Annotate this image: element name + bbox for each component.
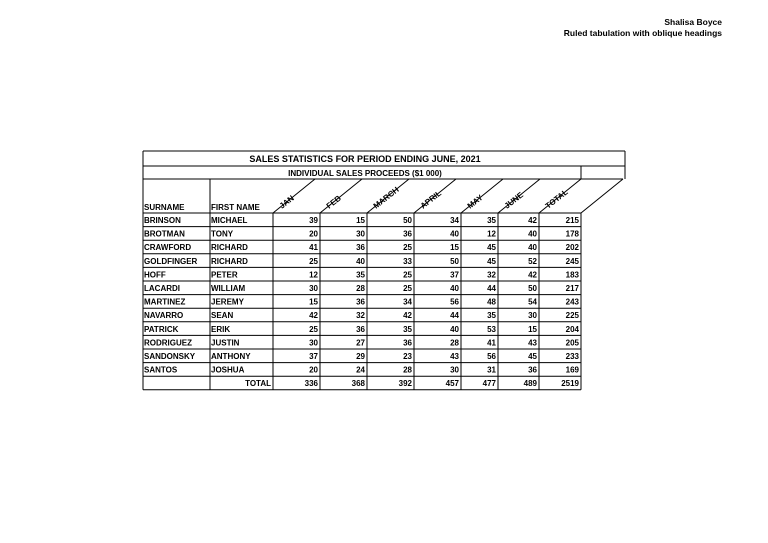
value-cell: 215	[565, 216, 579, 225]
value-cell: 204	[565, 324, 579, 334]
value-cell: 45	[487, 256, 496, 266]
firstname-cell: PETER	[211, 270, 238, 280]
value-cell: 42	[309, 311, 318, 321]
total-cell: 392	[398, 379, 412, 389]
month-header: JUNE	[502, 190, 526, 211]
surname-cell: CRAWFORD	[144, 243, 192, 253]
value-cell: 35	[487, 311, 496, 321]
value-cell: 24	[356, 365, 365, 375]
total-label: TOTAL	[245, 379, 271, 389]
value-cell: 29	[356, 352, 365, 361]
value-cell: 41	[487, 338, 496, 348]
value-cell: 50	[528, 284, 537, 293]
value-cell: 36	[356, 324, 365, 334]
author-name: Shalisa Boyce	[664, 17, 722, 27]
value-cell: 45	[528, 352, 537, 361]
value-cell: 36	[356, 243, 365, 253]
table-subtitle: INDIVIDUAL SALES PROCEEDS ($1 000)	[288, 169, 442, 178]
value-cell: 30	[528, 311, 537, 321]
firstname-header: FIRST NAME	[211, 203, 260, 212]
surname-cell: GOLDFINGER	[144, 256, 198, 266]
value-cell: 35	[487, 216, 496, 225]
value-cell: 233	[565, 352, 579, 361]
value-cell: 28	[356, 284, 365, 293]
value-cell: 40	[450, 284, 459, 293]
value-cell: 217	[565, 284, 579, 293]
month-header: FEB	[324, 193, 343, 211]
value-cell: 40	[356, 256, 365, 266]
month-header: MARCH	[371, 185, 401, 211]
value-cell: 35	[403, 324, 412, 334]
value-cell: 178	[565, 229, 579, 239]
value-cell: 169	[565, 365, 579, 375]
value-cell: 28	[403, 365, 412, 375]
value-cell: 52	[528, 256, 537, 266]
total-cell: 336	[304, 379, 318, 389]
firstname-cell: ANTHONY	[211, 352, 251, 361]
surname-cell: NAVARRO	[144, 311, 184, 321]
firstname-cell: WILLIAM	[211, 284, 246, 293]
surname-cell: SANTOS	[144, 365, 178, 375]
value-cell: 20	[309, 229, 318, 239]
value-cell: 23	[403, 352, 412, 361]
total-cell: 477	[482, 379, 496, 389]
value-cell: 30	[450, 365, 459, 375]
value-cell: 15	[450, 243, 459, 253]
value-cell: 40	[450, 324, 459, 334]
value-cell: 28	[450, 338, 459, 348]
value-cell: 42	[403, 311, 412, 321]
surname-cell: MARTINEZ	[144, 297, 186, 307]
value-cell: 42	[528, 216, 537, 225]
value-cell: 44	[487, 284, 496, 293]
firstname-cell: JUSTIN	[211, 338, 240, 348]
value-cell: 243	[565, 297, 579, 307]
value-cell: 31	[487, 365, 496, 375]
oblique-divider	[581, 179, 623, 213]
value-cell: 30	[356, 229, 365, 239]
value-cell: 25	[309, 256, 318, 266]
value-cell: 40	[450, 229, 459, 239]
total-cell: 489	[523, 379, 537, 389]
value-cell: 15	[528, 324, 537, 334]
value-cell: 34	[403, 297, 412, 307]
value-cell: 33	[403, 256, 412, 266]
surname-cell: BROTMAN	[144, 229, 185, 239]
surname-cell: RODRIGUEZ	[144, 338, 192, 348]
firstname-cell: JEREMY	[211, 297, 244, 307]
value-cell: 37	[450, 270, 459, 280]
total-cell: 368	[351, 379, 365, 389]
firstname-cell: RICHARD	[211, 243, 248, 253]
table-title: SALES STATISTICS FOR PERIOD ENDING JUNE, 2021	[249, 154, 481, 164]
value-cell: 32	[487, 270, 496, 280]
value-cell: 27	[356, 338, 365, 348]
value-cell: 225	[565, 311, 579, 321]
firstname-cell: SEAN	[211, 311, 234, 321]
month-header: MAY	[465, 192, 485, 211]
value-cell: 12	[309, 270, 318, 280]
value-cell: 56	[450, 297, 459, 307]
value-cell: 40	[528, 243, 537, 253]
value-cell: 183	[565, 270, 579, 280]
month-header: APRIL	[418, 188, 444, 211]
value-cell: 53	[487, 324, 496, 334]
value-cell: 25	[309, 324, 318, 334]
firstname-cell: JOSHUA	[211, 365, 245, 375]
value-cell: 36	[403, 229, 412, 239]
value-cell: 50	[450, 256, 459, 266]
value-cell: 36	[356, 297, 365, 307]
value-cell: 32	[356, 311, 365, 321]
value-cell: 245	[565, 256, 579, 266]
oblique-divider	[461, 179, 503, 213]
surname-cell: PATRICK	[144, 324, 179, 334]
surname-header: SURNAME	[144, 203, 185, 212]
value-cell: 40	[528, 229, 537, 239]
value-cell: 15	[356, 216, 365, 225]
value-cell: 45	[487, 243, 496, 253]
value-cell: 37	[309, 352, 318, 361]
value-cell: 25	[403, 284, 412, 293]
month-header: JAN	[277, 193, 296, 211]
value-cell: 41	[309, 243, 318, 253]
value-cell: 50	[403, 216, 412, 225]
value-cell: 34	[450, 216, 459, 225]
value-cell: 30	[309, 338, 318, 348]
value-cell: 39	[309, 216, 318, 225]
firstname-cell: TONY	[211, 229, 234, 239]
value-cell: 44	[450, 311, 459, 321]
total-cell: 457	[445, 379, 459, 389]
value-cell: 15	[309, 297, 318, 307]
value-cell: 43	[450, 352, 459, 361]
value-cell: 202	[565, 243, 579, 253]
document-subtitle: Ruled tabulation with oblique headings	[563, 28, 722, 38]
firstname-cell: ERIK	[211, 324, 231, 334]
value-cell: 12	[487, 229, 496, 239]
firstname-cell: RICHARD	[211, 256, 248, 266]
value-cell: 54	[528, 297, 537, 307]
value-cell: 30	[309, 284, 318, 293]
oblique-divider	[320, 179, 362, 213]
value-cell: 25	[403, 270, 412, 280]
total-cell: 2519	[561, 379, 579, 389]
value-cell: 35	[356, 270, 365, 280]
value-cell: 25	[403, 243, 412, 253]
oblique-divider	[273, 179, 315, 213]
surname-cell: BRINSON	[144, 216, 181, 225]
value-cell: 20	[309, 365, 318, 375]
surname-cell: SANDONSKY	[144, 352, 196, 361]
value-cell: 43	[528, 338, 537, 348]
value-cell: 36	[403, 338, 412, 348]
month-header: TOTAL	[543, 187, 570, 211]
surname-cell: HOFF	[144, 270, 166, 280]
value-cell: 205	[565, 338, 579, 348]
surname-cell: LACARDI	[144, 284, 180, 293]
value-cell: 56	[487, 352, 496, 361]
value-cell: 36	[528, 365, 537, 375]
firstname-cell: MICHAEL	[211, 216, 248, 225]
value-cell: 42	[528, 270, 537, 280]
value-cell: 48	[487, 297, 496, 307]
